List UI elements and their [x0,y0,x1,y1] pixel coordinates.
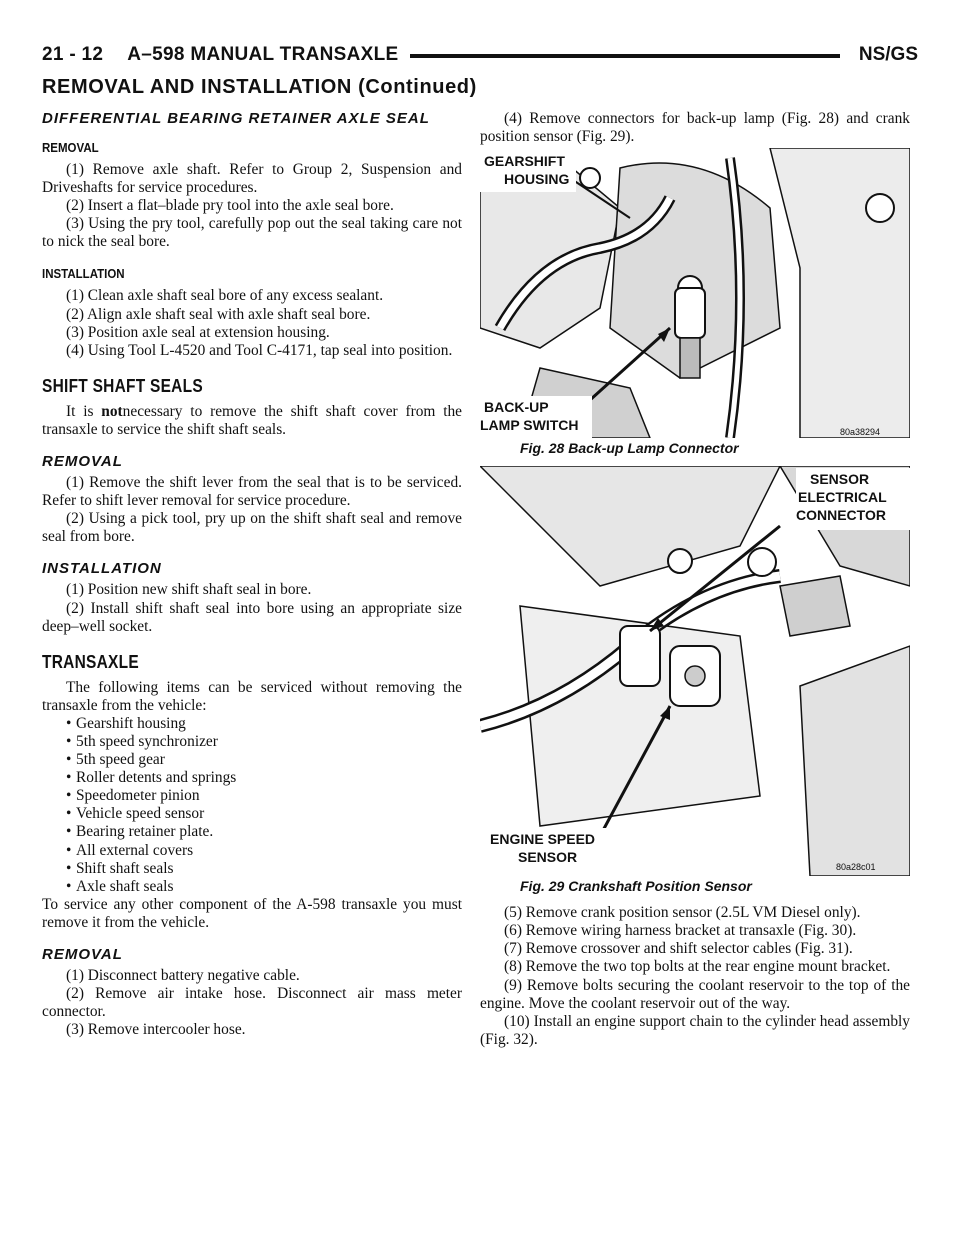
manual-title: A–598 MANUAL TRANSAXLE [127,44,399,65]
shift-install-step: (1) Position new shift shaft seal in bore. [66,581,312,599]
left-column [42,110,462,1039]
fig29-label-electrical: ELECTRICAL [798,489,887,506]
fig28-label-backup: BACK-UP [484,399,549,416]
crankshaft-sensor-illustration [480,466,910,876]
transaxle-note: To service any other component of the A-598 transaxle you must remove it from the vehicle. [42,895,462,931]
page-header-left [42,44,399,66]
backup-lamp-illustration [480,148,910,438]
bullet-item: • All external covers [42,842,462,860]
shift-install-step: (2) Install shift shaft seal into bore using an appropriate size deep–well socket. [42,599,462,635]
bullet-item: • 5th speed gear [42,751,462,769]
fig29-label-sensor2: SENSOR [518,849,578,866]
page-header [42,44,918,70]
bullet-item: • 5th speed synchronizer [42,733,462,751]
removal-step: (3) Using the pry tool, carefully pop out the seal taking care not to nick the seal bore. [42,215,462,251]
section-title: REMOVAL AND INSTALLATION (Continued) [42,76,477,98]
trans-removal-step: (2) Remove air intake hose. Disconnect air mass meter connector. [42,985,462,1021]
shift-removal-step: (2) Using a pick tool, pry up on the shift shaft seal and remove seal from bore. [42,510,462,546]
fig28-label-lamp-switch: LAMP SWITCH [480,417,579,434]
fig28-id: 80a38294 [840,427,881,438]
transaxle-intro: The following items can be serviced without removing the transaxle from the vehicle: [42,678,462,714]
trans-removal-step: (1) Disconnect battery negative cable. [66,967,300,984]
header-rule [410,54,840,58]
step-4: (4) Remove connectors for back-up lamp (Fig. 28) and crank position sensor (Fig. 29). [480,110,910,146]
bullet-item: • Gearshift housing [42,715,462,733]
removal-step: (2) Insert a flat–blade pry tool into the axle seal bore. [66,197,394,215]
shift-shaft-seals-heading: SHIFT SHAFT SEALS [42,375,203,396]
install-step: (4) Using Tool L-4520 and Tool C-4171, tap seal into position. [66,341,453,359]
removal-step: (1) Remove axle shaft. Refer to Group 2, Suspension and Driveshafts for service procedures. [42,161,462,197]
step-10: (10) Install an engine support chain to the cylinder head assembly (Fig. 32). [480,1012,910,1048]
trans-removal-heading: REMOVAL [42,946,123,963]
diff-seal-heading: DIFFERENTIAL BEARING RETAINER AXLE SEAL [42,110,430,127]
shift-removal-step: (1) Remove the shift lever from the seal that is to be serviced. Refer to shift lever removal for service procedure. [42,474,462,510]
fig29-label-connector: CONNECTOR [796,507,886,524]
shift-intro: It is notnecessary to remove the shift shaft cover from the transaxle to service the shift shaft seals. [42,402,462,438]
bullet-item: • Shift shaft seals [42,860,462,878]
step-8: (8) Remove the two top bolts at the rear engine mount bracket. [504,958,891,976]
install-step: (2) Align axle shaft seal with axle shaft seal bore. [66,305,371,323]
step-5: (5) Remove crank position sensor (2.5L VM Diesel only). [504,904,861,922]
right-column [480,110,910,1049]
bullet-item: • Speedometer pinion [42,787,462,805]
model-code: NS/GS [858,44,918,65]
step-7: (7) Remove crossover and shift selector cables (Fig. 31). [504,940,853,958]
fig28-label-gearshift: GEARSHIFT [484,153,565,170]
figure-29 [480,466,910,894]
shift-removal-heading: REMOVAL [42,453,123,471]
fig29-id: 80a28c01 [836,862,876,873]
figure-29-caption: Fig. 29 Crankshaft Position Sensor [520,878,752,895]
installation-heading: INSTALLATION [42,267,125,282]
step-9: (9) Remove bolts securing the coolant reservoir to the top of the engine. Move the coolant reservoir out of the way. [480,976,910,1012]
fig29-label-sensor: SENSOR [810,471,870,488]
step-6: (6) Remove wiring harness bracket at transaxle (Fig. 30). [504,922,857,940]
trans-removal-step: (3) Remove intercooler hose. [66,1021,246,1039]
fig29-label-engine-speed: ENGINE SPEED [490,831,596,848]
install-step: (3) Position axle seal at extension housing. [66,323,330,341]
removal-heading: REMOVAL [42,141,99,155]
figure-28-caption: Fig. 28 Back-up Lamp Connector [520,440,739,457]
bullet-item: • Bearing retainer plate. [42,823,462,841]
page-number: 21 - 12 [42,44,104,65]
bullet-item: • Roller detents and springs [42,769,462,787]
bullet-item: • Axle shaft seals [42,878,462,896]
fig28-label-housing: HOUSING [504,171,570,188]
transaxle-heading: TRANSAXLE [42,651,139,672]
shift-install-heading: INSTALLATION [42,560,162,578]
figure-28 [480,148,910,456]
install-step: (1) Clean axle shaft seal bore of any excess sealant. [66,287,384,305]
bullet-item: • Vehicle speed sensor [42,805,462,823]
